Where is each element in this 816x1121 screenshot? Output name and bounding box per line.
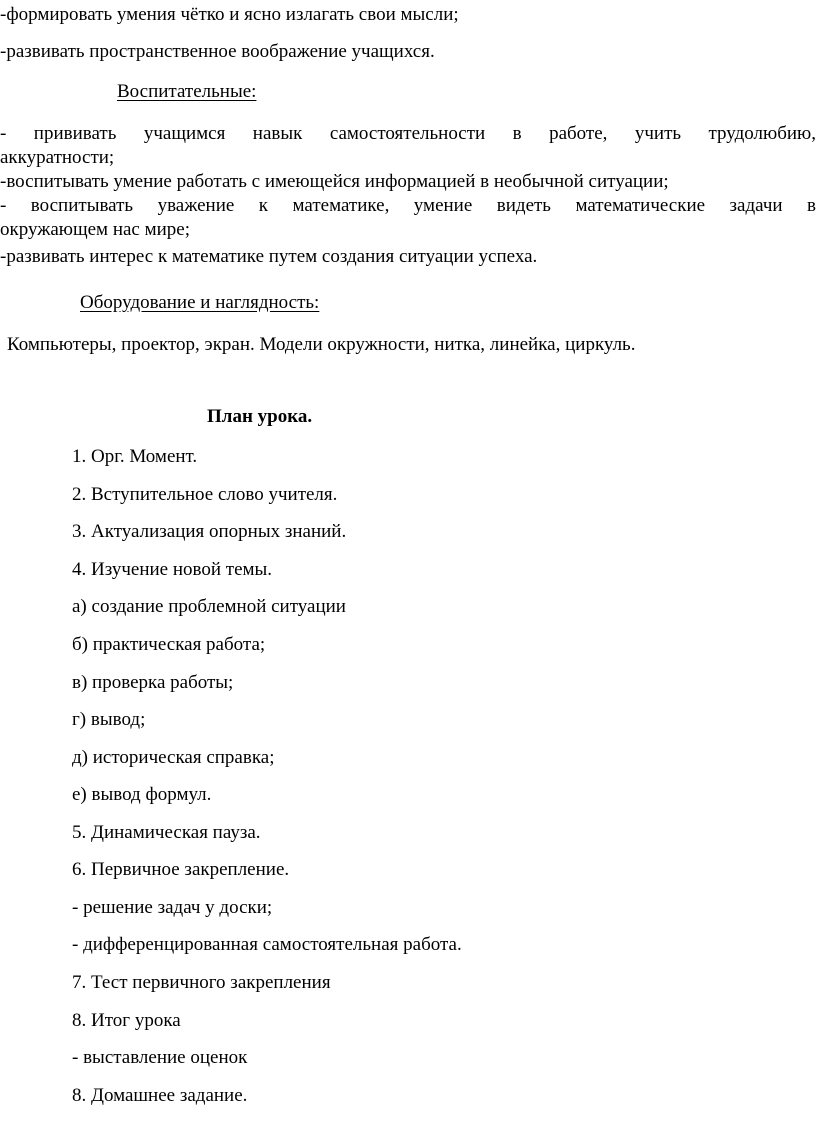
educational-item-1-line-1: - прививать учащимся навык самостоятельности в работе, учить трудолюбию,: [0, 123, 816, 144]
plan-item: в) проверка работы;: [72, 672, 234, 693]
equipment-heading: Оборудование и наглядность:: [80, 292, 320, 313]
plan-item: д) историческая справка;: [72, 747, 275, 768]
plan-item: 1. Орг. Момент.: [72, 446, 198, 467]
plan-item: г) вывод;: [72, 709, 146, 730]
plan-item: 7. Тест первичного закрепления: [72, 972, 331, 993]
plan-item: 2. Вступительное слово учителя.: [72, 484, 338, 505]
educational-item-4: -развивать интерес к математике путем создания ситуации успеха.: [0, 246, 538, 267]
goal-line-2: -развивать пространственное воображение учащихся.: [0, 41, 435, 62]
plan-item: б) практическая работа;: [72, 634, 266, 655]
goal-line-1: -формировать умения чётко и ясно излагать свои мысли;: [0, 4, 459, 25]
plan-item: 6. Первичное закрепление.: [72, 859, 290, 880]
plan-item: а) создание проблемной ситуации: [72, 596, 346, 617]
plan-item: - выставление оценок: [72, 1047, 248, 1068]
plan-item: 3. Актуализация опорных знаний.: [72, 521, 347, 542]
educational-item-3-line-2: окружающем нас мире;: [0, 219, 191, 240]
plan-title: План урока.: [207, 406, 313, 427]
plan-item: 5. Динамическая пауза.: [72, 822, 261, 843]
educational-item-3-line-1: - воспитывать уважение к математике, умение видеть математические задачи в: [0, 195, 816, 216]
educational-heading: Воспитательные:: [117, 81, 257, 102]
plan-item: 4. Изучение новой темы.: [72, 559, 273, 580]
plan-item: е) вывод формул.: [72, 784, 212, 805]
educational-item-2: -воспитывать умение работать с имеющейся информацией в необычной ситуации;: [0, 171, 669, 192]
plan-item: 8. Итог урока: [72, 1010, 181, 1031]
plan-item: - дифференцированная самостоятельная работа.: [72, 934, 462, 955]
plan-item: - решение задач у доски;: [72, 897, 273, 918]
equipment-text: Компьютеры, проектор, экран. Модели окружности, нитка, линейка, циркуль.: [7, 334, 636, 355]
educational-item-1-line-2: аккуратности;: [0, 147, 115, 168]
plan-item: 8. Домашнее задание.: [72, 1085, 248, 1106]
